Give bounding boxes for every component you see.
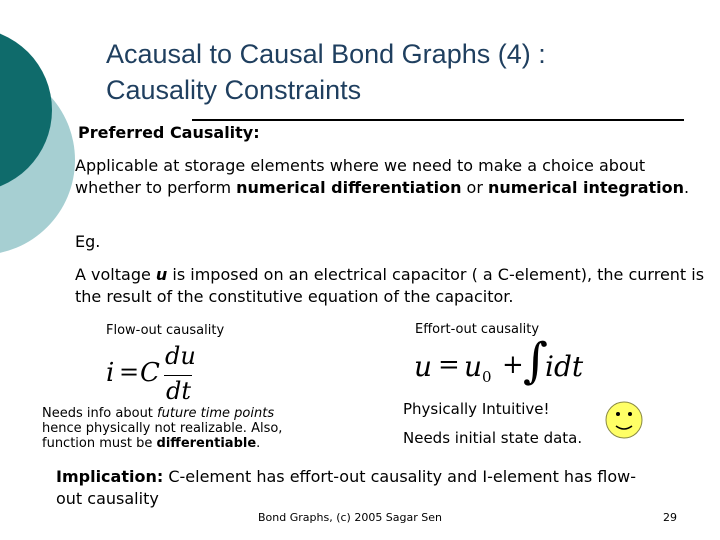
implication-text: C-element has effort-out causality and I-element has flow-out causality — [56, 467, 637, 508]
eq-right-integral: ∫ — [523, 333, 549, 389]
title-line-2: Causality Constraints — [106, 75, 362, 105]
para2-text-1: A voltage — [75, 265, 156, 284]
left-note-text-3: . — [256, 436, 261, 451]
paragraph-storage-elements — [75, 155, 710, 199]
effort-out-label: Effort-out causality — [415, 322, 540, 337]
eq-left-denominator: dt — [166, 377, 192, 405]
section-heading: Preferred Causality: — [78, 123, 260, 142]
flow-out-note — [42, 406, 312, 451]
implication-label: Implication: — [56, 467, 164, 486]
eq-left-lhs: i — [106, 358, 115, 388]
effort-out-note-2: Needs initial state data. — [403, 429, 583, 447]
para1-text-3: . — [684, 178, 690, 197]
para2-text-2: is imposed on an electrical capacitor ( a C-element), the current is the result of the constitutive equation of the capacitor. — [75, 265, 705, 306]
eq-left-equals: = — [119, 358, 140, 386]
para2-variable: u — [155, 265, 168, 284]
left-note-text-2: hence physically not realizable. Also, function must be — [42, 421, 283, 451]
eq-right-u: u — [414, 350, 433, 383]
slide-title — [106, 36, 696, 108]
eq-right-integrand: idt — [545, 350, 584, 383]
para1-text-1: Applicable at storage elements where we need to make a choice about whether to perform — [75, 156, 646, 197]
para1-text-2: or — [461, 178, 488, 197]
eq-right-plus: + — [502, 350, 524, 380]
page-number: 29 — [663, 511, 677, 524]
title-line-1: Acausal to Causal Bond Graphs (4) : — [106, 39, 546, 69]
footer-credit: Bond Graphs, (c) 2005 Sagar Sen — [258, 511, 442, 524]
left-note-bold: differentiable — [156, 436, 257, 451]
slide-decoration — [0, 0, 80, 300]
eq-left-C: C — [140, 358, 160, 388]
eq-right-subscript: 0 — [482, 368, 492, 386]
left-note-italic: future time points — [157, 406, 275, 421]
example-label: Eg. — [75, 232, 101, 251]
flow-out-label: Flow-out causality — [106, 323, 225, 338]
effort-out-note-1: Physically Intuitive! — [403, 400, 550, 418]
eq-left-numerator: du — [165, 342, 196, 370]
left-note-text-1: Needs info about — [42, 406, 158, 421]
paragraph-capacitor — [75, 264, 710, 308]
smiley-face-icon — [604, 400, 644, 440]
title-divider — [192, 119, 684, 121]
eq-right-equals: = — [438, 350, 460, 380]
para1-bold-1: numerical differentiation — [236, 178, 462, 197]
eq-left-fraction-bar — [164, 375, 192, 376]
implication-paragraph — [56, 466, 656, 510]
para1-bold-2: numerical integration — [488, 178, 685, 197]
eq-right-u0: u — [464, 350, 483, 383]
